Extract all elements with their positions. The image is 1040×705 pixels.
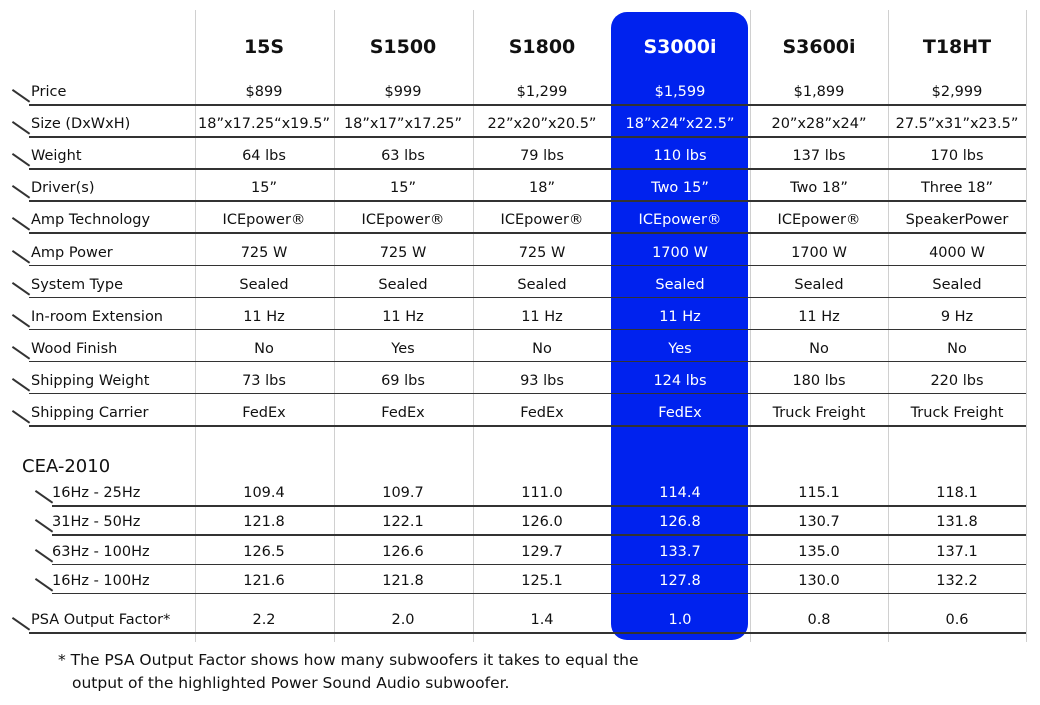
spec-row-value: Sealed <box>794 276 844 293</box>
cea-row-value: 133.7 <box>659 543 701 560</box>
spec-row-value: 27.5”x31”x23.5” <box>895 116 1019 133</box>
spec-row-value: FedEx <box>520 405 564 421</box>
output-factor-row-value: 2.0 <box>391 612 415 628</box>
spec-row-value: No <box>809 340 829 357</box>
spec-row-value: 1700 W <box>652 244 708 261</box>
spec-row-value: 18” <box>529 180 555 197</box>
spec-row-value: 137 lbs <box>792 148 846 165</box>
cea-row-value: 126.8 <box>659 514 701 531</box>
spec-row-value: $899 <box>245 84 283 100</box>
spec-row-value: 1700 W <box>791 244 847 261</box>
row-rule <box>29 297 1026 299</box>
cea-row-value: 127.8 <box>659 572 701 589</box>
row-rule <box>29 168 1026 170</box>
spec-row-value: 79 lbs <box>520 148 564 165</box>
row-rule <box>29 200 1026 202</box>
row-rule <box>29 632 1026 634</box>
spec-row-label: Shipping Weight <box>31 372 150 389</box>
spec-row-value: $2,999 <box>931 84 983 100</box>
row-slash-icon <box>12 217 30 230</box>
cea-row-label: 16Hz - 100Hz <box>52 572 150 589</box>
cea-row-value: 121.6 <box>243 572 285 589</box>
cea-row-value: 114.4 <box>659 485 701 501</box>
spec-row-value: 124 lbs <box>653 372 707 389</box>
row-slash-icon <box>12 121 30 134</box>
spec-row-value: FedEx <box>658 405 702 421</box>
spec-row-value: Two 18” <box>790 180 848 197</box>
footnote-line-1: * The PSA Output Factor shows how many subwoofers it takes to equal the <box>58 651 639 669</box>
spec-row-value: 220 lbs <box>930 372 984 389</box>
spec-row-label: Amp Power <box>31 244 113 261</box>
spec-row-value: Sealed <box>517 276 567 293</box>
spec-row-value: 725 W <box>379 244 427 261</box>
footnote-line-2: output of the highlighted Power Sound Audio subwoofer. <box>72 674 510 692</box>
row-rule <box>29 265 1026 267</box>
spec-row-value: 18”x17.25“x19.5” <box>198 116 330 133</box>
spec-row-value: 22”x20”x20.5” <box>487 116 597 133</box>
row-rule <box>52 505 1026 507</box>
spec-row-value: $999 <box>384 84 422 100</box>
spec-row-value: 64 lbs <box>242 148 286 165</box>
spec-row-value: Sealed <box>655 276 705 293</box>
cea-row-value: 132.2 <box>936 572 978 589</box>
spec-row-value: Sealed <box>932 276 982 293</box>
spec-row-value: 15” <box>251 180 277 197</box>
spec-row-label: Price <box>31 84 67 100</box>
spec-row-value: 15” <box>390 180 416 197</box>
spec-row-value: ICEpower® <box>500 212 584 229</box>
spec-row-value: 93 lbs <box>520 372 564 389</box>
row-slash-icon <box>12 153 30 166</box>
row-slash-icon <box>12 250 30 263</box>
spec-row-value: Sealed <box>378 276 428 293</box>
row-rule <box>29 104 1026 106</box>
spec-row-value: 11 Hz <box>382 308 424 325</box>
spec-row-value: Truck Freight <box>772 405 866 421</box>
spec-row-value: Sealed <box>239 276 289 293</box>
row-rule <box>52 534 1026 536</box>
cea-row-value: 121.8 <box>243 514 285 531</box>
row-slash-icon <box>12 378 30 391</box>
spec-row-value: No <box>947 340 967 357</box>
product-header: S1800 <box>508 36 576 58</box>
cea-row-value: 135.0 <box>798 543 840 560</box>
spec-row-value: 11 Hz <box>798 308 840 325</box>
spec-row-value: 18”x24”x22.5” <box>625 116 735 133</box>
product-header: S3000i <box>643 36 717 58</box>
cea-row-value: 115.1 <box>798 485 840 501</box>
cea-2010-heading: CEA-2010 <box>22 456 111 477</box>
cea-row-value: 130.0 <box>798 572 840 589</box>
spec-row-value: $1,899 <box>793 84 845 100</box>
output-factor-row-value: 0.6 <box>945 612 969 628</box>
row-rule <box>29 136 1026 138</box>
spec-row-value: 4000 W <box>929 244 985 261</box>
spec-row-value: 170 lbs <box>930 148 984 165</box>
row-rule <box>52 593 1026 595</box>
spec-row-value: ICEpower® <box>777 212 861 229</box>
cea-row-value: 111.0 <box>521 485 563 501</box>
cea-row-value: 125.1 <box>521 572 563 589</box>
spec-row-value: Yes <box>391 340 415 357</box>
product-header: 15S <box>243 36 285 58</box>
spec-row-label: Wood Finish <box>31 340 118 357</box>
spec-row-label: Size (DxWxH) <box>31 116 131 133</box>
spec-row-value: No <box>532 340 552 357</box>
spec-row-value: 20”x28”x24” <box>771 116 867 133</box>
spec-row-label: Shipping Carrier <box>31 405 149 421</box>
spec-row-value: 18”x17”x17.25” <box>343 116 463 133</box>
row-slash-icon <box>35 578 53 591</box>
cea-row-value: 130.7 <box>798 514 840 531</box>
output-factor-row-value: 0.8 <box>807 612 831 628</box>
cea-row-value: 122.1 <box>382 514 424 531</box>
spec-row-value: ICEpower® <box>222 212 306 229</box>
cea-row-value: 126.0 <box>521 514 563 531</box>
product-header: S3600i <box>782 36 856 58</box>
spec-row-label: Weight <box>31 148 82 165</box>
row-slash-icon <box>12 89 30 102</box>
spec-row-value: 11 Hz <box>243 308 285 325</box>
row-slash-icon <box>12 185 30 198</box>
row-slash-icon <box>12 314 30 327</box>
spec-row-label: In-room Extension <box>31 308 164 325</box>
row-slash-icon <box>35 490 53 503</box>
spec-row-value: 725 W <box>518 244 566 261</box>
cea-row-value: 118.1 <box>936 485 978 501</box>
row-rule <box>29 361 1026 363</box>
cea-row-value: 131.8 <box>936 514 978 531</box>
spec-row-value: 11 Hz <box>659 308 701 325</box>
row-slash-icon <box>12 617 30 630</box>
spec-row-value: 180 lbs <box>792 372 846 389</box>
spec-row-value: $1,299 <box>516 84 568 100</box>
cea-row-label: 31Hz - 50Hz <box>52 514 141 531</box>
spec-row-value: Two 15” <box>651 180 709 197</box>
cea-row-value: 129.7 <box>521 543 563 560</box>
spec-row-label: System Type <box>31 276 123 293</box>
spec-row-value: Three 18” <box>920 180 994 197</box>
spec-row-value: 69 lbs <box>381 372 425 389</box>
row-slash-icon <box>35 549 53 562</box>
cea-row-label: 63Hz - 100Hz <box>52 543 150 560</box>
cea-row-value: 137.1 <box>936 543 978 560</box>
cea-row-value: 126.6 <box>382 543 424 560</box>
row-rule <box>29 329 1026 331</box>
row-slash-icon <box>12 346 30 359</box>
output-factor-row-value: 2.2 <box>252 612 276 628</box>
spec-row-value: 11 Hz <box>521 308 563 325</box>
spec-row-value: ICEpower® <box>638 212 722 229</box>
spec-row-value: 73 lbs <box>242 372 286 389</box>
row-rule <box>29 425 1026 427</box>
row-rule <box>29 232 1026 234</box>
cea-row-value: 126.5 <box>243 543 285 560</box>
spec-row-value: No <box>254 340 274 357</box>
row-rule <box>29 393 1026 395</box>
output-factor-row-label: PSA Output Factor* <box>31 612 171 628</box>
spec-row-value: 9 Hz <box>940 308 974 325</box>
product-header: T18HT <box>922 36 992 58</box>
cea-row-value: 121.8 <box>382 572 424 589</box>
spec-row-value: 725 W <box>240 244 288 261</box>
spec-row-value: FedEx <box>381 405 425 421</box>
row-rule <box>52 564 1026 566</box>
spec-row-value: Truck Freight <box>910 405 1004 421</box>
column-divider <box>1026 10 1027 642</box>
spec-row-value: 63 lbs <box>381 148 425 165</box>
spec-row-value: SpeakerPower <box>905 212 1009 229</box>
cea-row-value: 109.4 <box>243 485 285 501</box>
row-slash-icon <box>12 410 30 423</box>
spec-row-label: Driver(s) <box>31 180 95 197</box>
spec-row-value: FedEx <box>242 405 286 421</box>
spec-row-value: 110 lbs <box>653 148 707 165</box>
spec-row-value: ICEpower® <box>361 212 445 229</box>
output-factor-row-value: 1.4 <box>530 612 554 628</box>
output-factor-row-value: 1.0 <box>668 612 692 628</box>
product-header: S1500 <box>369 36 437 58</box>
row-slash-icon <box>35 519 53 532</box>
spec-row-value: Yes <box>668 340 692 357</box>
cea-row-label: 16Hz - 25Hz <box>52 485 141 501</box>
spec-row-value: $1,599 <box>654 84 706 100</box>
row-slash-icon <box>12 282 30 295</box>
spec-row-label: Amp Technology <box>31 212 151 229</box>
cea-row-value: 109.7 <box>382 485 424 501</box>
